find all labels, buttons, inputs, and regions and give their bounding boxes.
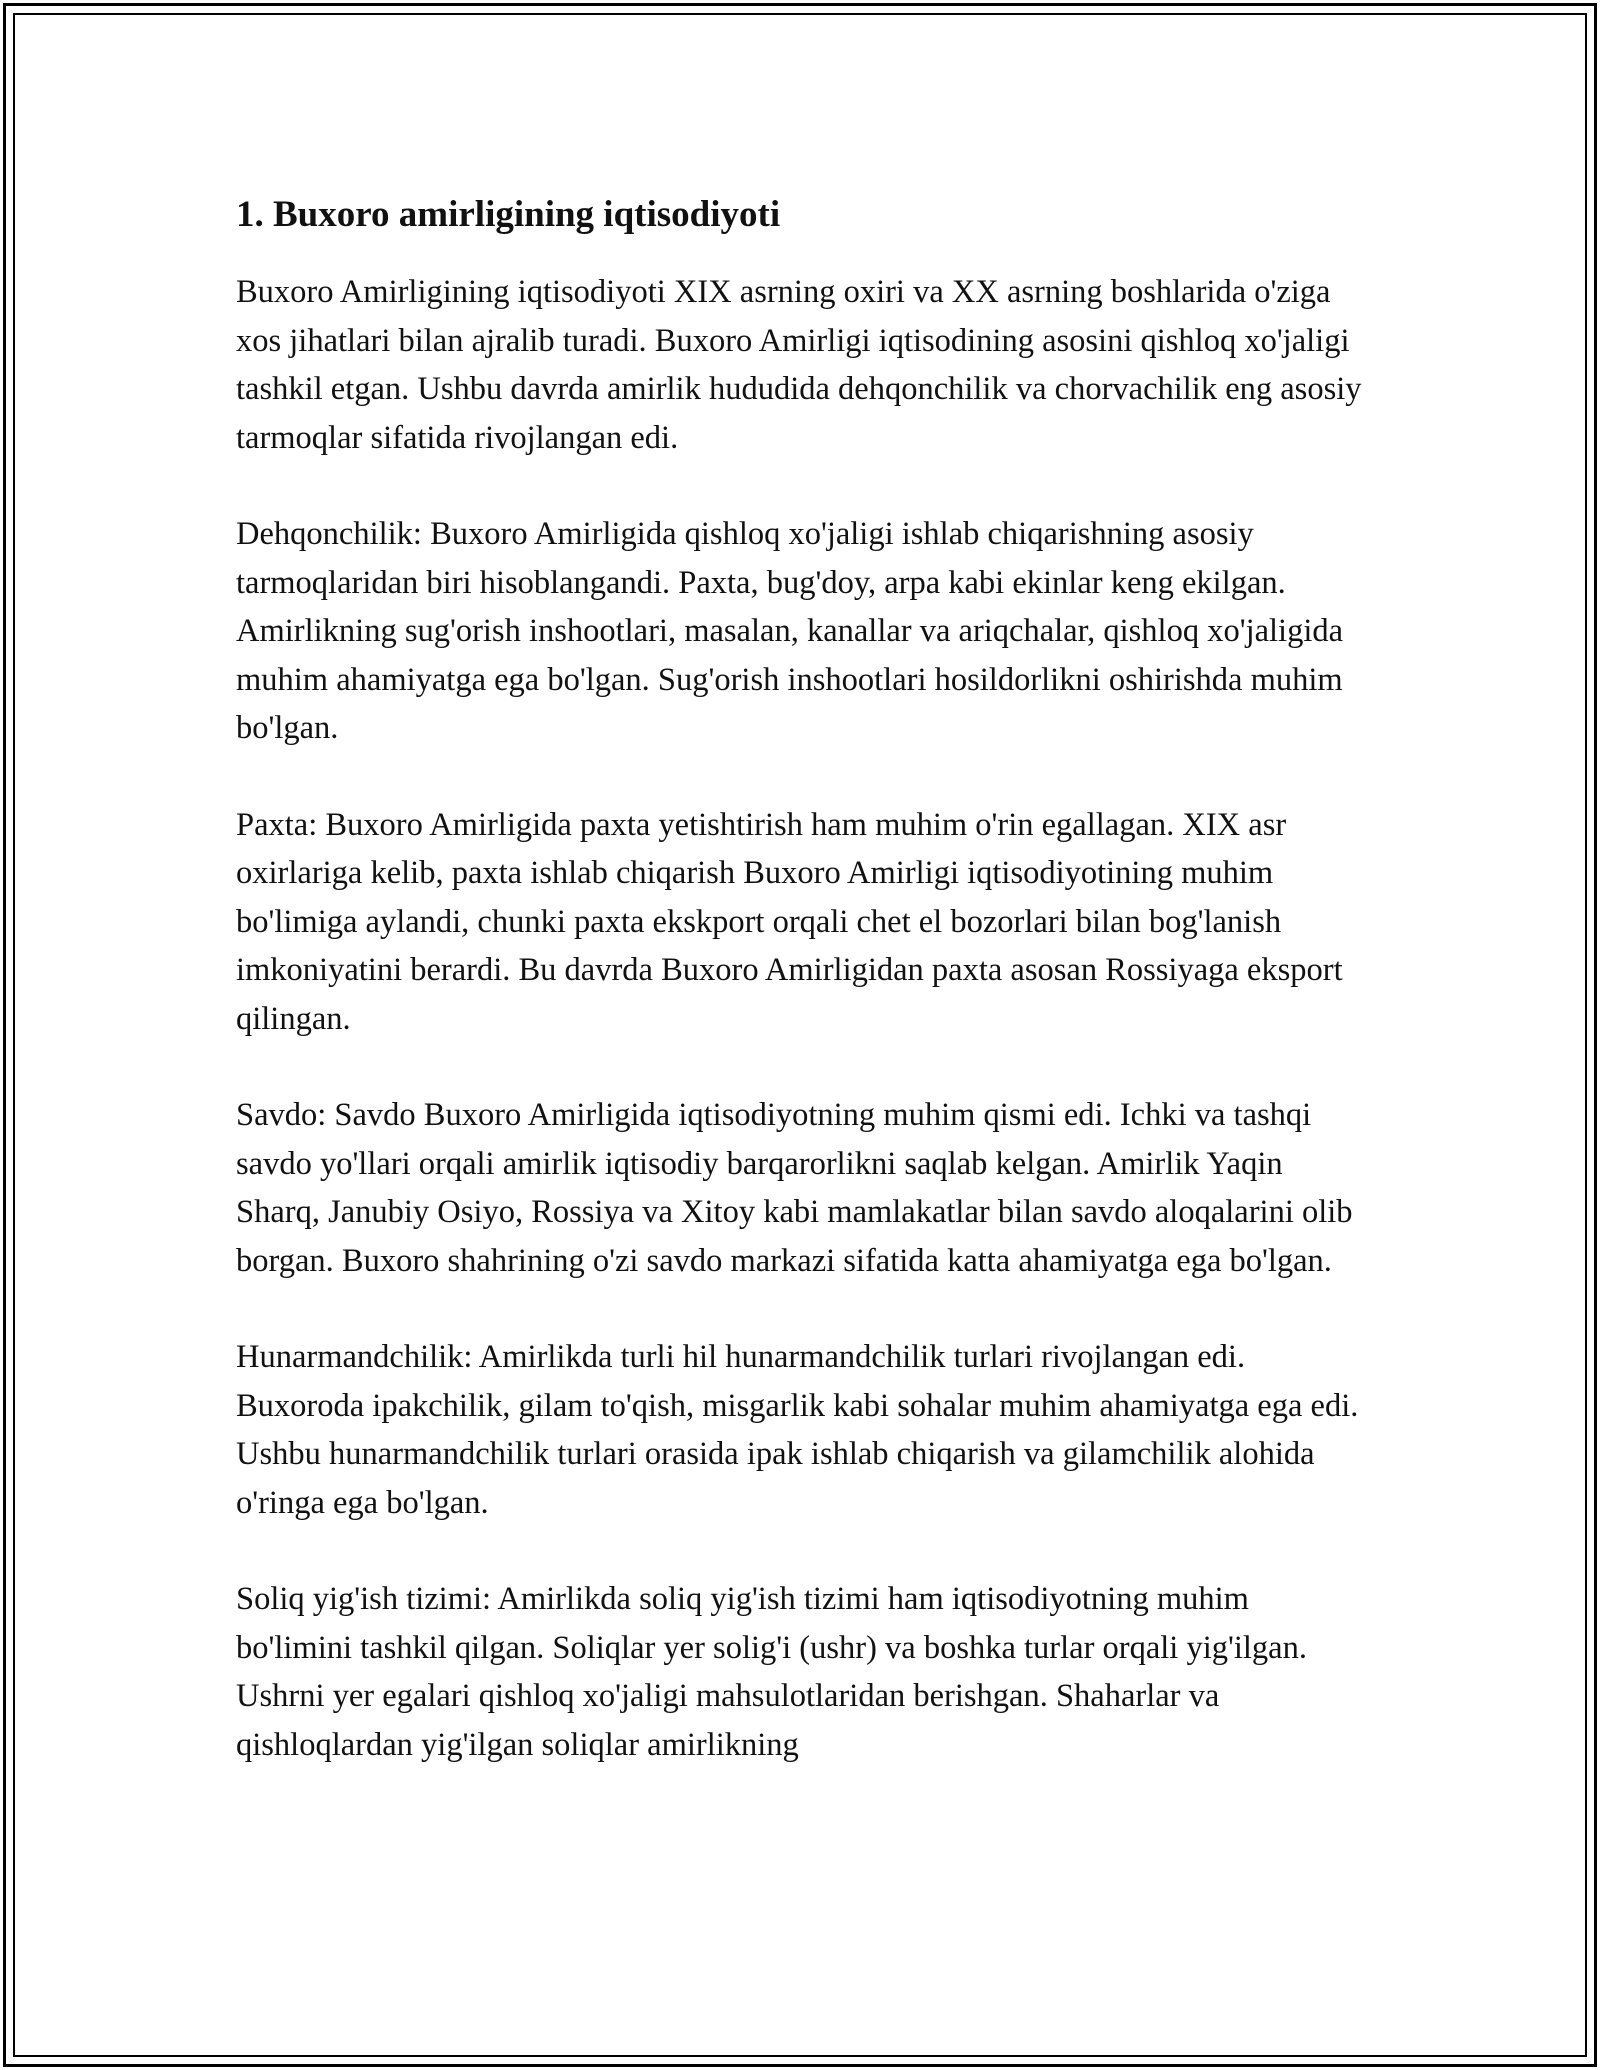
paragraph-savdo: Savdo: Savdo Buxoro Amirligida iqtisodiyotning muhim qismi edi. Ichki va tashqi savdo yo'llari orqali amirlik iqtisodiy barqarorlikni saqlab kelgan. Amirlik Yaqin Sharq, Janubiy Osiyo, Rossiya va Xitoy kabi mamlakatlar bilan savdo aloqalarini olib borgan. Buxoro shahrining o'zi savdo markazi sifatida katta ahamiyatga ega bo'lgan. <box>236 1097 1353 1279</box>
paragraph-hunarmandchilik: Hunarmandchilik: Amirlikda turli hil hunarmandchilik turlari rivojlangan edi. Buxoroda ipakchilik, gilam to'qish, misgarlik kabi sohalar muhim ahamiyatga ega edi. Ushbu hunarmandchilik turlari orasida ipak ishlab chiqarish va gilamchilik alohida o'ringa ega bo'lgan. <box>236 1339 1359 1521</box>
document-body <box>236 188 1366 1817</box>
paragraph-dehqonchilik: Dehqonchilik: Buxoro Amirligida qishloq xo'jaligi ishlab chiqarishning asosiy tarmoqlaridan biri hisoblangandi. Paxta, bug'doy, arpa kabi ekinlar keng ekilgan. Amirlikning sug'orish inshootlari, masalan, kanallar va ariqchalar, qishloq xo'jaligida muhim ahamiyatga ega bo'lgan. Sug'orish inshootlari hosildorlikni oshirishda muhim bo'lgan. <box>236 516 1344 746</box>
document-title: 1. Buxoro amirligining iqtisodiyoti <box>236 194 781 235</box>
paragraph-paxta: Paxta: Buxoro Amirligida paxta yetishtirish ham muhim o'rin egallagan. XIX asr oxirlariga kelib, paxta ishlab chiqarish Buxoro Amirligi iqtisodiyotining muhim bo'limiga aylandi, chunki paxta ekskport orqali chet el bozorlari bilan bog'lanish imkoniyatini berardi. Bu davrda Buxoro Amirligidan paxta asosan Rossiyaga eksport qilingan. <box>236 806 1343 1037</box>
paragraph-intro: Buxoro Amirligining iqtisodiyoti XIX asrning oxiri va XX asrning boshlarida o'ziga xos jihatlari bilan ajralib turadi. Buxoro Amirligi iqtisodining asosini qishloq xo'jaligi tashkil etgan. Ushbu davrda amirlik hududida dehqonchilik va chorvachilik eng asosiy tarmoqlar sifatida rivojlangan edi. <box>236 274 1362 456</box>
paragraph-soliq: Soliq yig'ish tizimi: Amirlikda soliq yig'ish tizimi ham iqtisodiyotning muhim bo'limini tashkil qilgan. Soliqlar yer solig'i (ushr) va boshka turlar orqali yig'ilgan. Ushrni yer egalari qishloq xo'jaligi mahsulotlaridan berishgan. Shaharlar va qishloqlardan yig'ilgan soliqlar amirlikning <box>236 1581 1307 1763</box>
